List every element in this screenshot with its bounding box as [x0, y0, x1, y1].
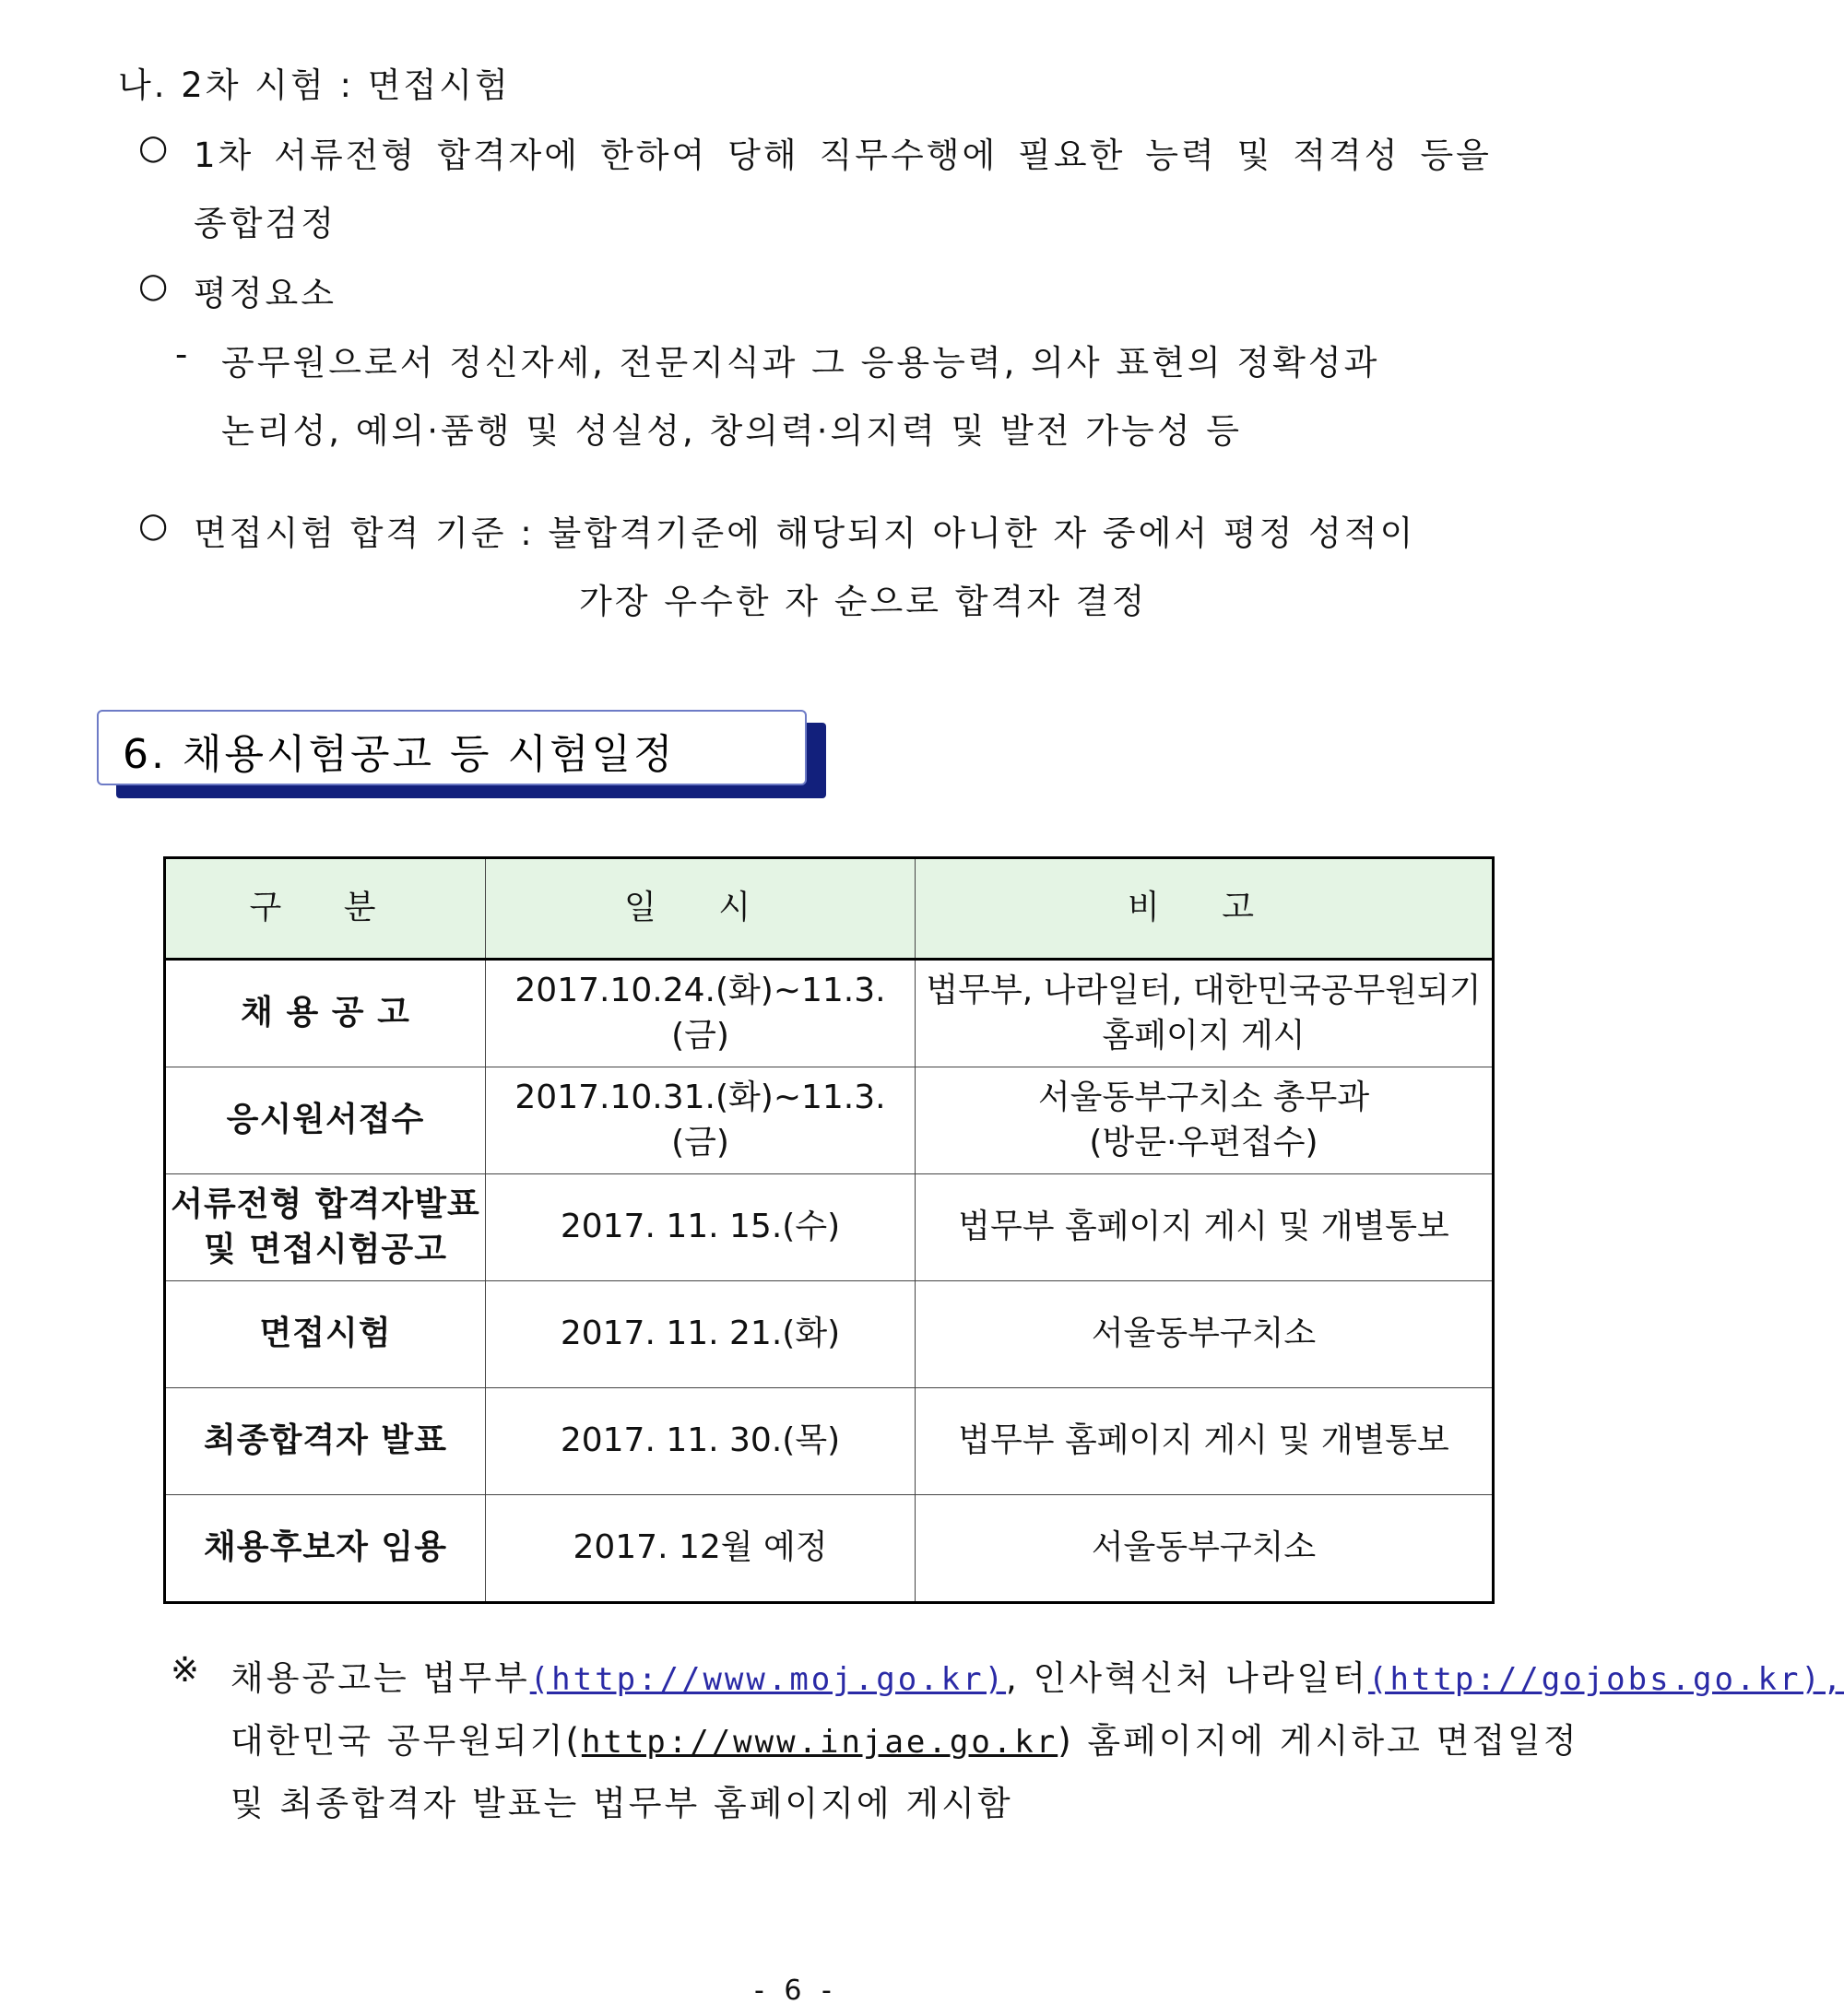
- sub-item-line1: 공무원으로서 정신자세, 전문지식과 그 응용능력, 의사 표현의 정확성과: [221, 343, 1380, 383]
- dash-marker: -: [175, 335, 191, 374]
- bullet3-line1: 면접시험 합격 기준 : 불합격기준에 해당되지 아니한 자 중에서 평정 성적이: [194, 513, 1416, 553]
- cell-category: 면접시험: [165, 1281, 486, 1388]
- table-row: [165, 1174, 1494, 1281]
- notice-line1: [230, 1650, 1844, 1700]
- cell-note: [916, 960, 1494, 1067]
- word: 당해: [727, 136, 799, 175]
- cell-note-line1: 법무부, 나라일터, 대한민국공무원되기: [926, 971, 1482, 1009]
- cell-note: 서울동부구치소: [916, 1495, 1494, 1603]
- cell-note: [916, 1067, 1494, 1174]
- header-note: 비 고: [916, 858, 1494, 960]
- cell-category: 최종합격자 발표: [165, 1388, 486, 1495]
- bullet-circle: ○: [138, 505, 171, 545]
- cell-category-line1: 서류전형 합격자발표: [171, 1185, 480, 1223]
- table-row: [165, 1495, 1494, 1603]
- section-title: 6. 채용시험공고 등 시험일정: [123, 731, 676, 778]
- bullet3-line2: 가장 우수한 자 순으로 합격자 결정: [579, 582, 1148, 621]
- notice-text: 대한민국 공무원되기(: [230, 1721, 582, 1761]
- cell-note-line2: (방문·우편접수): [1089, 1123, 1318, 1161]
- word: 필요한: [1018, 136, 1126, 175]
- header-date: 일 시: [486, 858, 916, 960]
- schedule-table: [163, 856, 1495, 1604]
- word: 한하여: [599, 136, 708, 175]
- cell-note: 서울동부구치소: [916, 1281, 1494, 1388]
- notice-line2: [230, 1713, 1579, 1763]
- moj-link[interactable]: (http://www.moj.go.kr): [529, 1661, 1007, 1698]
- word: 1차: [194, 136, 254, 175]
- bullet-circle: ○: [138, 265, 171, 305]
- table-header-row: [165, 858, 1494, 960]
- section-title-box: [97, 710, 807, 785]
- word: 등을: [1420, 136, 1492, 175]
- word: 적격성: [1293, 136, 1401, 175]
- cell-date: 2017. 11. 15.(수): [486, 1174, 916, 1281]
- cell-note: 법무부 홈페이지 게시 및 개별통보: [916, 1174, 1494, 1281]
- cell-note: 법무부 홈페이지 게시 및 개별통보: [916, 1388, 1494, 1495]
- gojobs-link[interactable]: (http://gojobs.go.kr),: [1368, 1661, 1844, 1698]
- notice-symbol: ※: [171, 1650, 203, 1690]
- section-heading: 나. 2차 시험 : 면접시험: [118, 65, 511, 105]
- word: 능력: [1145, 136, 1217, 175]
- cell-category: 응시원서접수: [165, 1067, 486, 1174]
- cell-category-line2: 및 면접시험공고: [204, 1230, 447, 1268]
- cell-note-line1: 서울동부구치소 총무과: [1037, 1078, 1370, 1116]
- cell-date: 2017. 11. 30.(목): [486, 1388, 916, 1495]
- table-row: [165, 960, 1494, 1067]
- cell-category: 채용후보자 임용: [165, 1495, 486, 1603]
- word: 직무수행에: [819, 136, 999, 175]
- word: 및: [1236, 136, 1273, 175]
- notice-text: 채용공고는 법무부: [230, 1658, 530, 1698]
- word: 서류전형: [274, 136, 418, 175]
- cell-date: 2017. 11. 21.(화): [486, 1281, 916, 1388]
- table-row: [165, 1388, 1494, 1495]
- notice-text: ) 홈페이지에 게시하고 면접일정: [1058, 1721, 1579, 1761]
- bullet2-text: 평정요소: [194, 274, 337, 313]
- bullet-circle: ○: [138, 127, 171, 167]
- cell-date: 2017.10.31.(화)∼11.3.(금): [486, 1067, 916, 1174]
- cell-category: 채 용 공 고: [165, 960, 486, 1067]
- bullet1-line2: 종합검정: [194, 204, 337, 243]
- page-number: - 6 -: [754, 1975, 837, 2007]
- bullet1-line1: [194, 127, 1492, 177]
- cell-category: [165, 1174, 486, 1281]
- injae-link[interactable]: http://www.injae.go.kr: [581, 1724, 1058, 1761]
- cell-date: 2017. 12월 예정: [486, 1495, 916, 1603]
- cell-note-line2: 홈페이지 게시: [1102, 1016, 1306, 1055]
- header-category: 구 분: [165, 858, 486, 960]
- notice-text: , 인사혁신처 나라일터: [1006, 1658, 1369, 1698]
- cell-date: 2017.10.24.(화)∼11.3.(금): [486, 960, 916, 1067]
- sub-item-line2: 논리성, 예의·품행 및 성실성, 창의력·의지력 및 발전 가능성 등: [221, 411, 1242, 451]
- table-row: [165, 1281, 1494, 1388]
- notice-line3: 및 최종합격자 발표는 법무부 홈페이지에 게시함: [230, 1784, 1013, 1823]
- word: 합격자에: [437, 136, 581, 175]
- table-row: [165, 1067, 1494, 1174]
